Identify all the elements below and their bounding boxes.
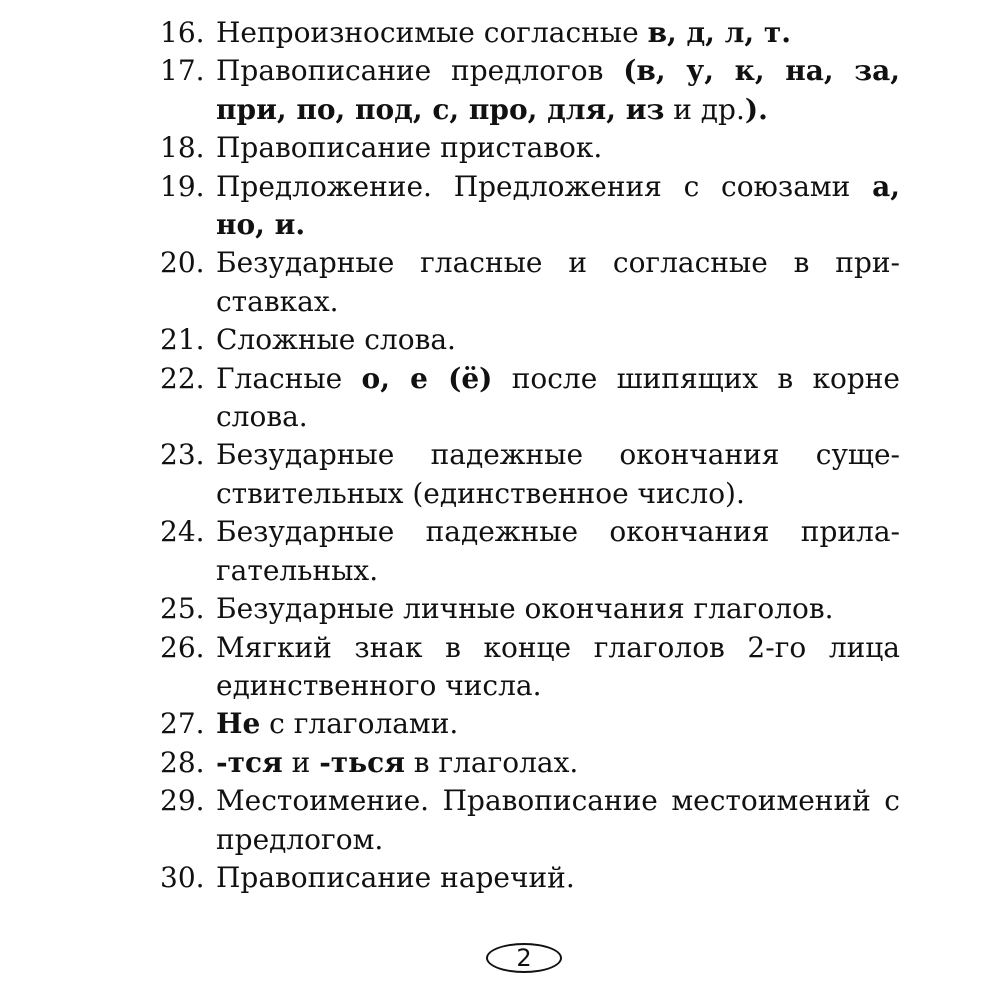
topic-text (216, 590, 900, 628)
topic-text-segment: Гласные (216, 361, 362, 395)
topic-text-segment: Правописание приставок. (216, 131, 603, 165)
topic-text-bold-segment: (в, у, к, на, за, при, по, под, с, про, для, из (216, 54, 900, 126)
topic-number: 24. (160, 515, 205, 549)
topic-number: 17. (160, 54, 205, 88)
topic-text (216, 321, 900, 359)
topic-text (216, 629, 900, 706)
topic-text-bold-segment: Не (216, 707, 261, 741)
topic-number: 27. (160, 707, 205, 741)
page-number: 2 (516, 944, 532, 972)
topic-text-bold-segment: -ться (319, 745, 405, 779)
topic-number: 23. (160, 438, 205, 472)
topic-text (216, 436, 900, 513)
topic-text (216, 14, 900, 52)
topic-text-segment: и (282, 745, 320, 779)
topic-text-segment: Мягкий знак в конце глаголов 2-го лица единственного числа. (216, 630, 900, 702)
topic-item (160, 321, 900, 359)
topic-item (160, 513, 900, 590)
topic-text-segment: Предложение. Предложения с союзами (216, 169, 873, 203)
topic-text-bold-segment: -тся (216, 745, 283, 779)
topic-text-segment: Безударные падежные окончания прилагательных. (216, 515, 900, 587)
topic-text-bold-segment: ). (744, 92, 768, 126)
topic-text-bold-segment: а, но, и. (216, 169, 900, 242)
topic-text (216, 744, 900, 782)
topic-text (216, 782, 900, 859)
topic-text-segment: с глаголами. (260, 707, 459, 741)
topic-item (160, 168, 900, 245)
topic-item (160, 782, 900, 859)
topic-text-bold-segment: о, е (ё) (361, 361, 493, 395)
topic-item (160, 859, 900, 897)
topic-text (216, 244, 900, 321)
topic-item (160, 590, 900, 628)
topic-text (216, 360, 900, 437)
topic-text-segment: Правописание наречий. (216, 860, 575, 894)
topic-text (216, 859, 900, 897)
topic-text-segment: Безударные личные окончания глаголов. (216, 592, 834, 626)
topic-number: 21. (160, 323, 205, 357)
topic-number: 30. (160, 860, 205, 894)
topic-text-segment: Правописание предлогов (216, 54, 624, 88)
topic-text-segment: после шипящих в корне слова. (216, 361, 900, 434)
topic-item (160, 744, 900, 782)
topic-number: 20. (160, 246, 205, 280)
topic-item (160, 360, 900, 437)
topic-text (216, 513, 900, 590)
topic-number: 29. (160, 784, 205, 818)
topic-number: 16. (160, 16, 205, 49)
topic-text-segment: Сложные слова. (216, 323, 456, 357)
topic-number: 18. (160, 131, 205, 165)
topic-item (160, 436, 900, 513)
topic-list (160, 14, 900, 897)
topic-text-segment: и др. (664, 92, 745, 126)
topic-item (160, 52, 900, 129)
topic-item (160, 129, 900, 167)
page-number-badge (486, 943, 562, 973)
topic-text-segment: Местоимение. Правописание местоимений с предлогом. (216, 784, 900, 856)
topic-text-bold-segment: в, д, л, т. (647, 16, 792, 49)
topic-text (216, 129, 900, 167)
topic-text-segment: Безударные падежные окончания существительных (единственное число). (216, 438, 900, 510)
topic-item (160, 705, 900, 743)
topic-text (216, 705, 900, 743)
topic-text-segment: Безударные гласные и согласные в приставках. (216, 246, 900, 318)
topic-number: 28. (160, 745, 205, 779)
topic-number: 19. (160, 169, 205, 203)
topic-item (160, 244, 900, 321)
topic-item (160, 629, 900, 706)
topic-text (216, 52, 900, 129)
topic-number: 22. (160, 361, 205, 395)
topic-number: 25. (160, 592, 205, 626)
topic-item (160, 14, 900, 52)
topic-text-segment: Непроизносимые согласные (216, 16, 648, 49)
topic-number: 26. (160, 630, 205, 664)
topic-text (216, 168, 900, 245)
topic-text-segment: в глаголах. (404, 745, 579, 779)
